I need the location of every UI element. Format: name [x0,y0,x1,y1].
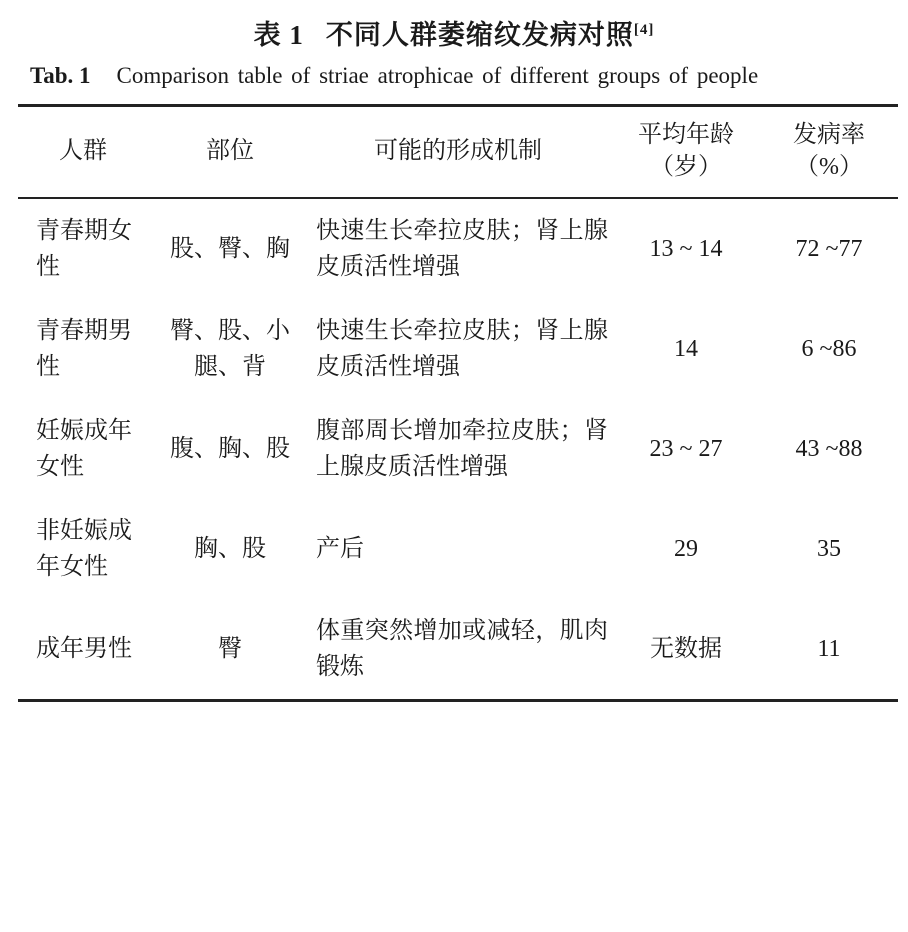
cell-age: 13 ~ 14 [649,236,723,263]
cell-site: 腹、胸、股 [170,436,290,463]
header-label-age-line2: （岁） [650,153,722,180]
header-cell-age [612,105,760,198]
cell-rate: 43 ~88 [795,436,863,463]
cell-mechanism: 快速生长牵拉皮肤；肾上腺皮质活性增强 [316,318,608,381]
table-row [18,299,898,399]
cell-age: 无数据 [650,636,722,663]
header-label-group: 人群 [59,137,107,164]
header-cell-group [18,105,152,198]
cell-mechanism: 体重突然增加或减轻，肌肉锻炼 [316,618,608,681]
cell-rate: 35 [817,536,841,563]
header-cell-rate [760,105,898,198]
cell-group: 妊娠成年女性 [36,418,132,481]
table-row [18,399,898,499]
table-row [18,499,898,599]
header-label-mechanism: 可能的形成机制 [374,137,542,164]
cell-group: 青春期女性 [36,218,132,281]
cell-mechanism: 快速生长牵拉皮肤；肾上腺皮质活性增强 [316,218,608,281]
header-label-rate-line1: 发病率 [793,121,865,148]
cell-site: 臀 [218,636,242,663]
cell-site: 臀、股、小腿、背 [170,318,290,381]
cell-age: 29 [674,536,698,563]
header-label-site: 部位 [206,137,254,164]
table-caption-label-en: Tab. 1 [30,63,91,89]
table-caption-text-en: Comparison table of striae atrophicae of different groups of people [116,63,759,89]
reference-superscript: [4] [633,22,655,38]
table-caption-english [18,59,890,94]
table-row [18,599,898,701]
cell-site: 股、臀、胸 [170,236,290,263]
table-caption-title-cn: 不同人群萎缩纹发病对照 [325,20,634,50]
cell-group: 非妊娠成年女性 [36,518,132,581]
table-caption-label-cn: 表 1 [253,20,304,50]
cell-rate: 6 ~86 [801,336,857,363]
cell-site: 胸、股 [194,536,266,563]
striae-comparison-table [18,104,898,703]
header-label-rate-line2: （%） [795,153,863,180]
cell-group: 成年男性 [36,636,132,663]
header-cell-site [152,105,308,198]
cell-group: 青春期男性 [36,318,132,381]
cell-mechanism: 产后 [316,536,364,563]
table-caption-chinese [18,18,890,53]
table-body [18,198,898,701]
cell-age: 23 ~ 27 [649,436,723,463]
header-cell-mechanism [308,105,612,198]
header-label-age-line1: 平均年龄 [638,121,734,148]
cell-rate: 72 ~77 [795,236,863,263]
cell-age: 14 [674,336,698,363]
table-row [18,198,898,299]
table-header [18,105,898,198]
cell-mechanism: 腹部周长增加牵拉皮肤；肾上腺皮质活性增强 [316,418,608,481]
table-header-row [18,105,898,198]
cell-rate: 11 [817,636,841,663]
